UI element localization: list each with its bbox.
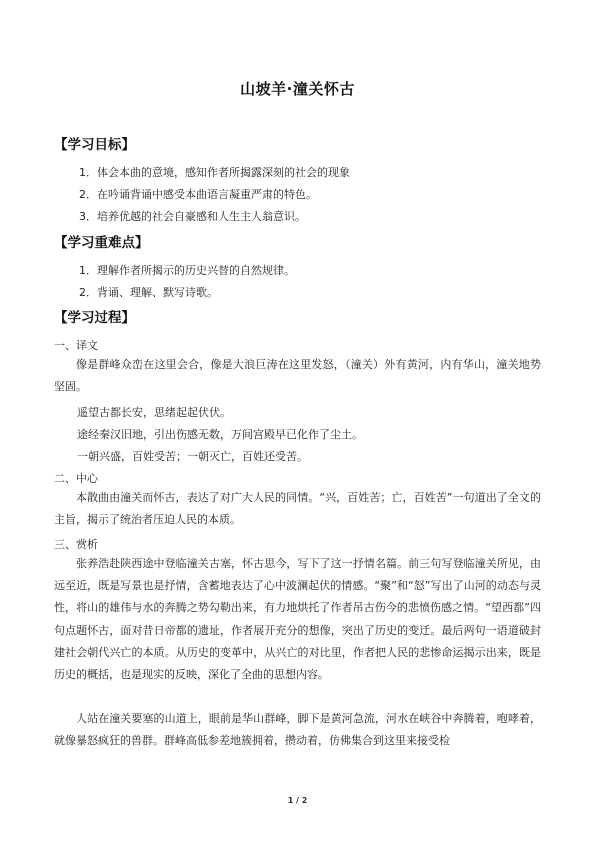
page-number: 1 / 2 [287, 796, 308, 805]
goal-item-2: 2．在吟诵背诵中感受本曲语言凝重严肃的特色。 [79, 188, 317, 201]
goals-heading: 【学习目标】 [54, 137, 135, 153]
keypoint-item-1: 1．理解作者所揭示的历史兴替的自然规律。 [79, 264, 295, 277]
translation-line-2: 遥望古都长安，思绪起起伏伏。 [77, 406, 231, 419]
appreciation-paragraph-1: 张养浩赴陕西途中登临潼关古塞，怀古思今，写下了这一抒情名篇。前三句写登临潼关所见，由远至近，既是写景也是抒情，含蓄地表达了心中波澜起伏的情感。“聚”和“怒”写出了山河的动态与灵性，将山的雄伟与水的奔腾之势勾勒出来，有力地烘托了作者吊古伤今的悲愤伤感之情。“望西都”四句点题怀古，面对昔日帝都的遗址，作者展开充分的想像，突出了历史的变迁。最后两句一语道破封建社会朝代兴亡的本质。从历史的变革中，从兴亡的对比里，作者把人民的悲惨命运揭示出来，既是历史的概括，也是现实的反映，深化了全曲的思想内容。 [54, 557, 541, 682]
goal-item-1: 1．体会本曲的意境，感知作者所揭露深刻的社会的现象 [79, 166, 350, 179]
appreciation-paragraph-2: 人站在潼关要塞的山道上，眼前是华山群峰，脚下是黄河急流，河水在峡谷中奔腾着，咆哮着，就像暴怒疯狂的兽群。群峰高低参差地簇拥着，攒动着，仿佛集合到这里来接受检 [54, 712, 541, 748]
keypoints-heading: 【学习重难点】 [54, 235, 149, 251]
translation-line-3: 途经秦汉旧地，引出伤感无数，万间宫殿早已化作了尘土。 [77, 428, 363, 441]
translation-line-4: 一朝兴盛，百姓受苦；一朝灭亡，百姓还受苦。 [77, 450, 308, 463]
process-heading: 【学习过程】 [54, 310, 135, 326]
translation-paragraph: 像是群峰众峦在这里会合，像是大浪巨涛在这里发怒，（潼关）外有黄河，内有华山，潼关地势坚固。 [54, 358, 541, 394]
appreciation-label: 三、赏析 [54, 538, 98, 551]
center-paragraph: 本散曲由潼关而怀古，表达了对广大人民的同情。“兴，百姓苦；亡，百姓苦”一句道出了全文的主旨，揭示了统治者压迫人民的本质。 [54, 491, 541, 527]
goal-item-3: 3．培养优越的社会自豪感和人生主人翁意识。 [79, 210, 306, 223]
translation-label: 一、译文 [54, 339, 98, 352]
keypoint-item-2: 2．背诵、理解、默写诗歌。 [79, 286, 218, 299]
center-label: 二、中心 [54, 472, 98, 485]
document-title: 山坡羊·潼关怀古 [240, 80, 355, 98]
